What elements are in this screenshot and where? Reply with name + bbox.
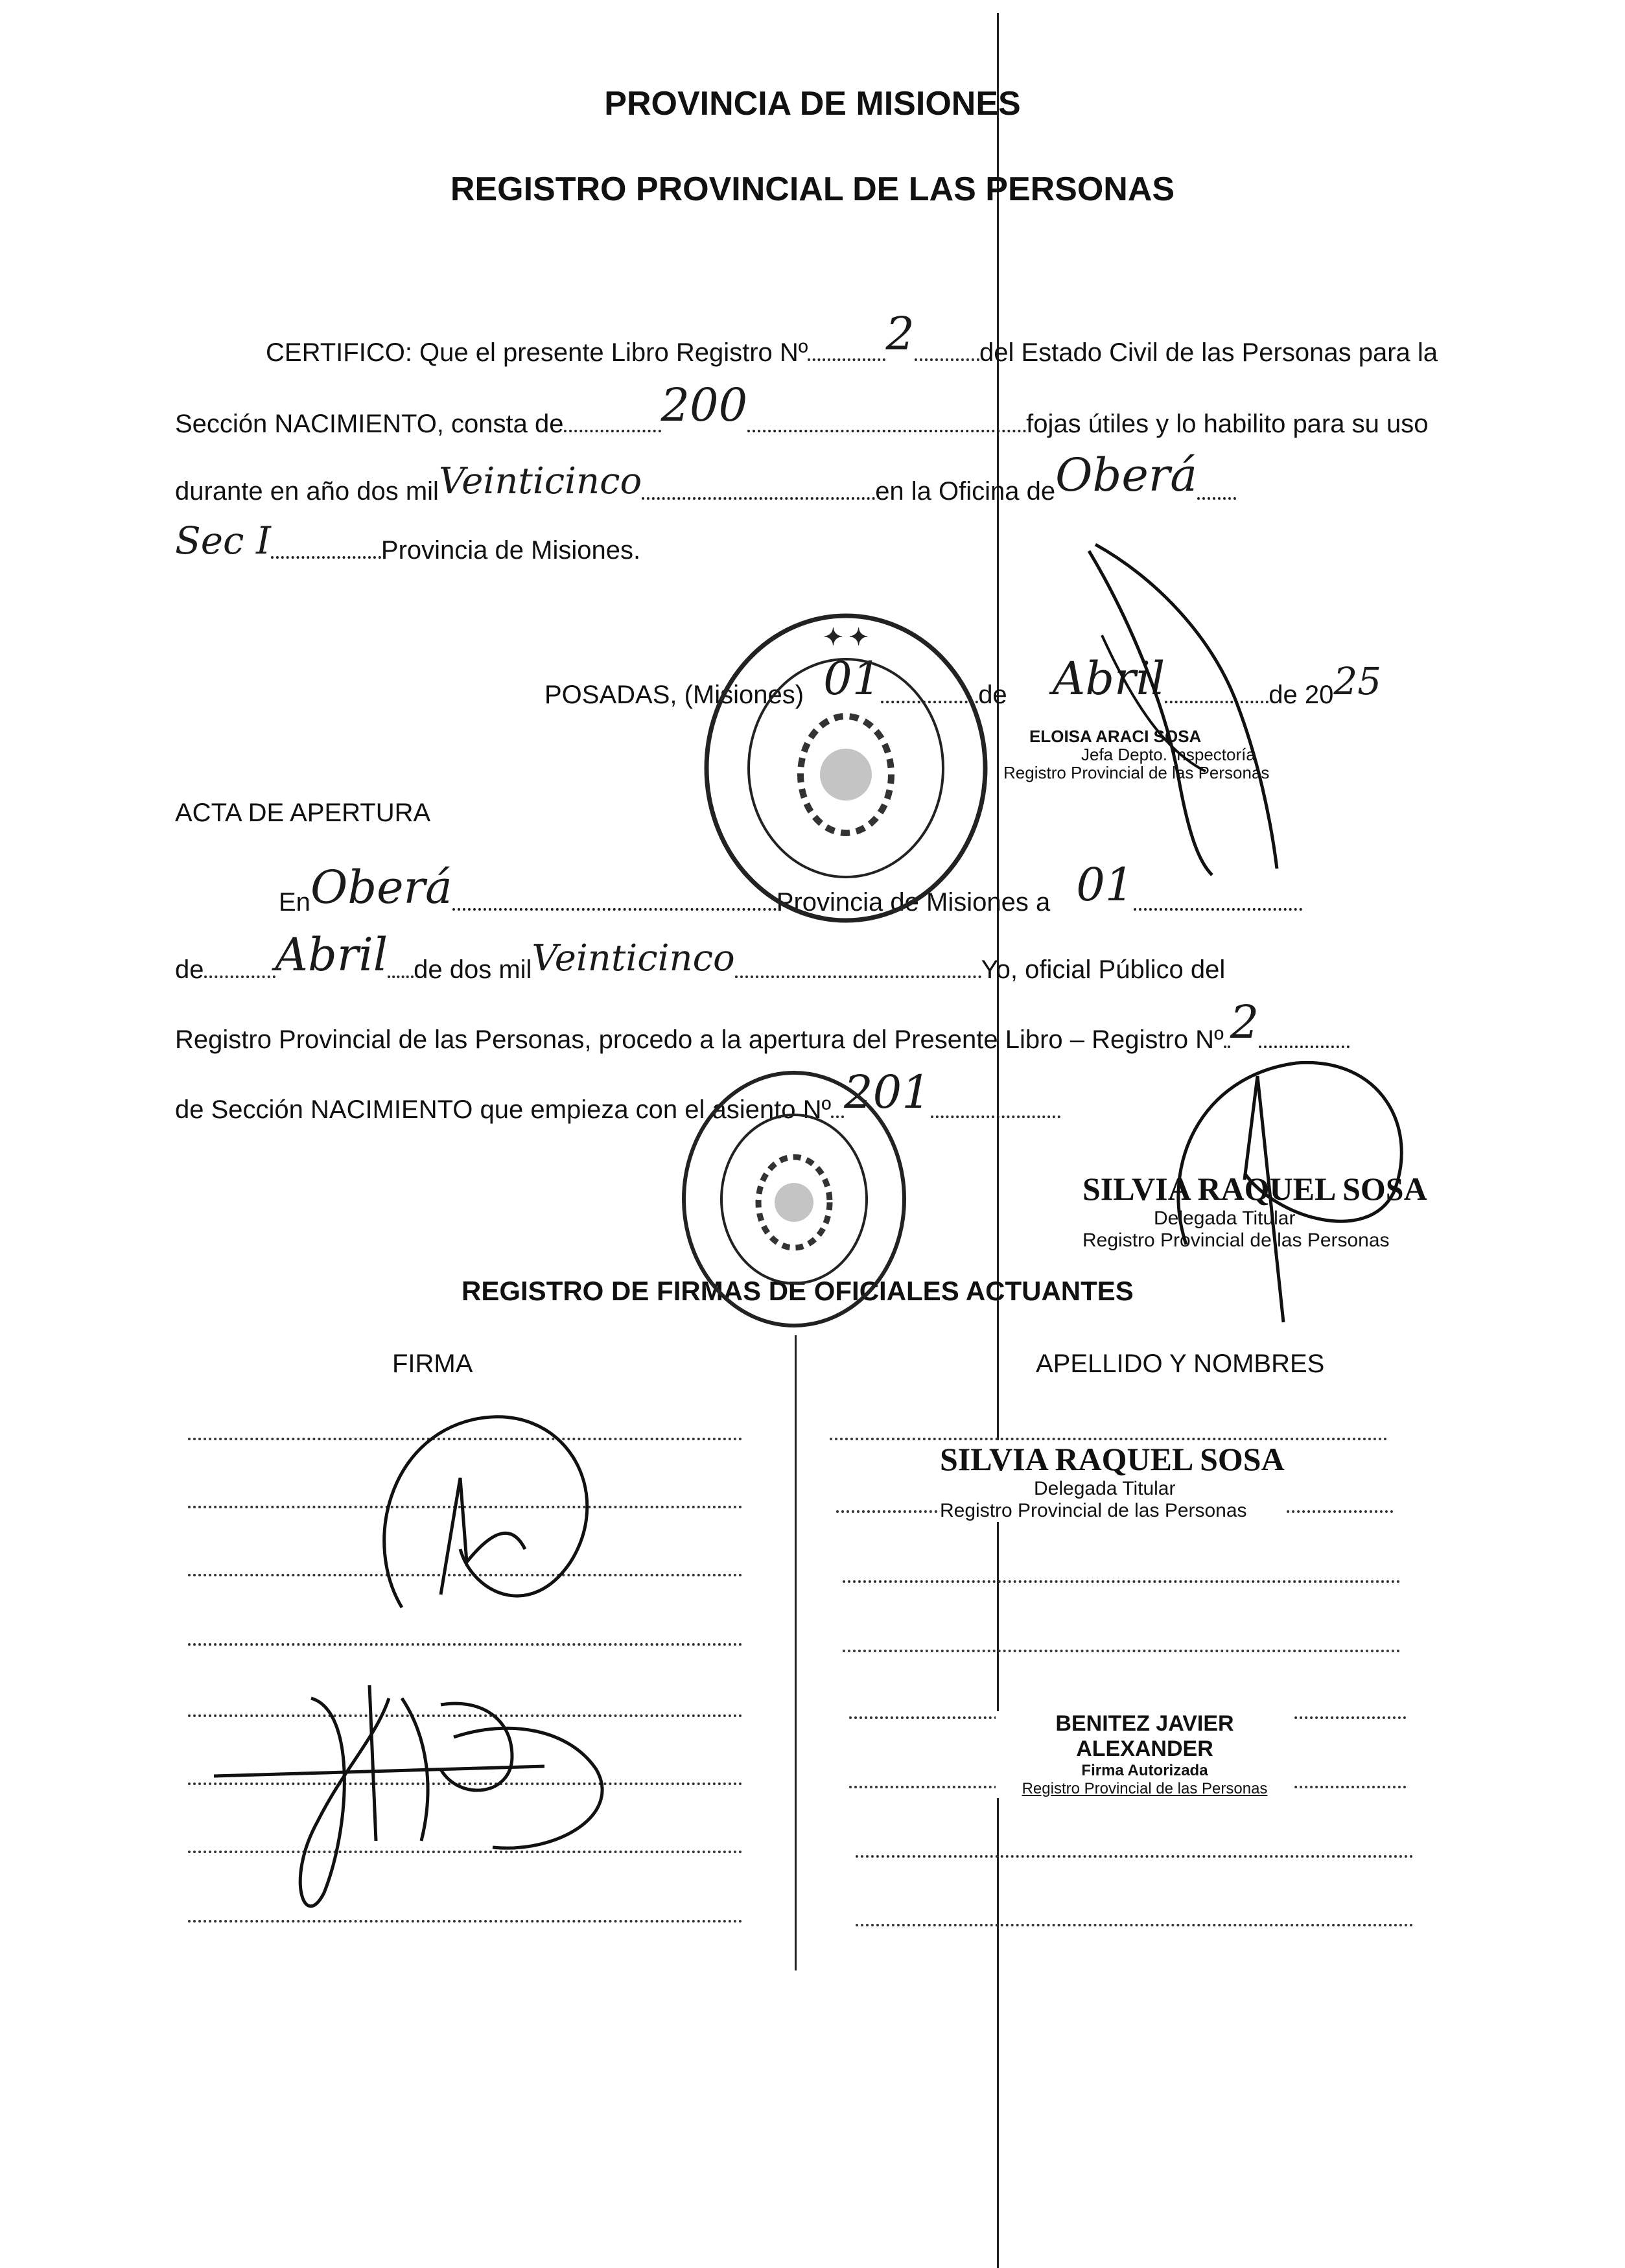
- name-rule-8: [856, 1924, 1413, 1926]
- acta-month: Abril: [275, 928, 388, 981]
- acta-book-number: 2: [1230, 996, 1259, 1049]
- acta-l2-mid: de dos mil: [414, 955, 532, 984]
- cert-line-4: [175, 519, 641, 568]
- firmas-heading: REGISTRO DE FIRMAS DE OFICIALES ACTUANTES: [462, 1276, 1134, 1306]
- acta-place: Oberá: [310, 861, 452, 914]
- col-apellido-label: APELLIDO Y NOMBRES: [1036, 1350, 1325, 1378]
- cert-l3-mid: en la Oficina de: [875, 477, 1056, 506]
- cert-year: Veinticinco: [438, 460, 642, 502]
- cert-l1-prefix: CERTIFICO: Que el presente Libro Registro Nº: [266, 338, 808, 367]
- signer-mid-org: Registro Provincial de las Personas: [1082, 1230, 1390, 1251]
- title-registry: REGISTRO PROVINCIAL DE LAS PERSONAS: [450, 170, 1175, 208]
- entry2-org: Registro Provincial de las Personas: [1022, 1780, 1268, 1797]
- acta-line-2: [175, 928, 1226, 989]
- place-prefix: POSADAS, (Misiones): [544, 681, 804, 709]
- cert-l3-prefix: durante en año dos mil: [175, 477, 439, 506]
- firma-rule-4: [188, 1643, 742, 1646]
- acta-entry-number: 201: [844, 1066, 931, 1119]
- entry1-name: SILVIA RAQUEL SOSA: [940, 1441, 1285, 1477]
- place-de: de: [978, 681, 1007, 709]
- acta-l2-prefix: de: [175, 955, 204, 984]
- entry2-name: BENITEZ JAVIER ALEXANDER: [1055, 1711, 1234, 1761]
- cert-section: Sec I: [175, 519, 271, 563]
- entry1-title: Delegada Titular: [1034, 1478, 1176, 1499]
- entry2-title: Firma Autorizada: [1081, 1762, 1208, 1779]
- acta-l1-prefix: En: [279, 888, 310, 917]
- firma-entry-1: [940, 1440, 1285, 1522]
- cert-l2-suffix: fojas útiles y lo habilito para su uso: [1026, 410, 1429, 438]
- firma-entry-2: [996, 1711, 1294, 1798]
- divider-vertical: [795, 1335, 797, 1970]
- title-province: PROVINCIA DE MISIONES: [604, 85, 1021, 123]
- entry1-org: Registro Provincial de las Personas: [940, 1500, 1247, 1521]
- col-firma-label: FIRMA: [392, 1350, 473, 1378]
- name-rule-4: [843, 1650, 1400, 1652]
- signer-mid-name: SILVIA RAQUEL SOSA: [1082, 1171, 1427, 1207]
- cert-line-3: [175, 449, 1236, 511]
- cert-l4-suffix: Provincia de Misiones.: [380, 536, 641, 565]
- cert-office: Oberá: [1055, 449, 1197, 502]
- cert-l1-suffix: del Estado Civil de las Personas para la: [979, 338, 1438, 367]
- signature-firma-1: [363, 1400, 609, 1633]
- acta-heading: ACTA DE APERTURA: [175, 799, 431, 827]
- cert-line-2: [175, 379, 1429, 443]
- signer-top-org: Registro Provincial de las Personas: [1003, 763, 1270, 782]
- place-month: Abril: [1052, 652, 1165, 705]
- official-seal-large: [697, 606, 995, 930]
- svg-text:✦ ✦: ✦ ✦: [823, 624, 869, 650]
- cert-book-number: 2: [885, 307, 915, 360]
- signature-firma-2: [207, 1659, 622, 1932]
- signer-top-name: ELOISA ARACI SOSA: [1029, 727, 1202, 746]
- acta-l4-text: de Sección NACIMIENTO que empieza con el asiento Nº: [175, 1095, 832, 1124]
- signature-mid-right: [1147, 1050, 1432, 1348]
- name-rule-7: [856, 1855, 1413, 1858]
- acta-year: Veinticinco: [532, 937, 735, 979]
- signature-top-right: [1076, 538, 1290, 882]
- name-rule-3: [843, 1580, 1400, 1583]
- acta-l3-text: Registro Provincial de las Personas, procedo a la apertura del Presente Libro – Registro Nº: [175, 1025, 1224, 1054]
- cert-pages: 200: [661, 379, 748, 432]
- cert-l2-prefix: Sección NACIMIENTO, consta de: [175, 410, 564, 438]
- acta-line-4: [175, 1066, 1060, 1129]
- acta-l2-suffix: Yo, oficial Público del: [981, 955, 1226, 984]
- signer-top-title: Jefa Depto. Inspectoría: [1081, 745, 1256, 764]
- acta-l1-mid: Provincia de Misiones a: [776, 888, 1051, 917]
- place-year-prefix: de 20: [1268, 681, 1334, 709]
- signer-mid-title: Delegada Titular: [1154, 1208, 1296, 1229]
- official-seal-small: [677, 1070, 911, 1342]
- acta-day: 01: [1076, 858, 1134, 911]
- place-year: 25: [1333, 659, 1382, 703]
- place-day: 01: [823, 652, 882, 705]
- cert-line-1: [266, 307, 1438, 372]
